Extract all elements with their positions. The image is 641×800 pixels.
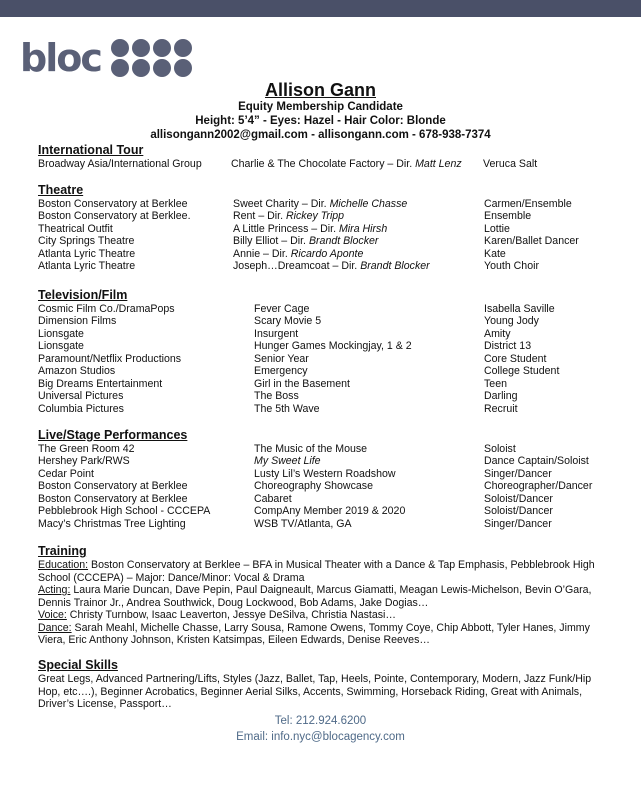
section-title: Special Skills bbox=[38, 658, 118, 672]
table-row: Dimension Films Scary Movie 5 Young Jody bbox=[38, 315, 539, 328]
table-row: Cedar Point Lusty Lil’s Western Roadshow Singer/Dancer bbox=[38, 467, 552, 480]
logo-wordmark: bloc bbox=[20, 36, 101, 80]
special-skills-section bbox=[38, 658, 613, 711]
membership-status: Equity Membership Candidate bbox=[238, 101, 403, 113]
table-row: Boston Conservatory at Berklee Cabaret Soloist/Dancer bbox=[38, 492, 553, 505]
live-stage-section bbox=[38, 428, 613, 530]
table-row: Broadway Asia/International Group Charlie & The Chocolate Factory – Dir. Matt Lenz Veruca Salt bbox=[38, 158, 538, 170]
section-title: International Tour bbox=[38, 143, 144, 157]
table-row: Atlanta Lyric Theatre Joseph…Dreamcoat – Dir. Brandt Blocker Youth Choir bbox=[38, 260, 539, 273]
section-title: Theatre bbox=[38, 183, 84, 197]
tv-film-section bbox=[38, 288, 613, 415]
table-row: Boston Conservatory at Berklee Choreography Showcase Choreographer/Dancer bbox=[38, 480, 593, 493]
table-row: Atlanta Lyric Theatre Annie – Dir. Ricardo Aponte Kate bbox=[38, 247, 506, 260]
training-voice: Voice: Christy Turnbow, Isaac Leaverton, Jessye DeSilva, Christia Nastasi… bbox=[38, 609, 396, 621]
international-tour-section bbox=[38, 143, 613, 170]
section-title: Television/Film bbox=[38, 288, 128, 302]
table-row: Lionsgate Insurgent Amity bbox=[38, 327, 511, 340]
table-row: Theatrical Outfit A Little Princess – Dir. Mira Hirsh Lottie bbox=[38, 222, 510, 235]
section-title: Training bbox=[38, 544, 87, 558]
top-bar bbox=[0, 0, 641, 17]
training-acting: Acting: Laura Marie Duncan, Dave Pepin, Paul Daigneault, Marcus Giamatti, Meagan Lewis-Michelson, Bevin O’Gara, Dennis Trainor Jr., Andrea Southwick, Doug Lockwood, Bob Adams, Jake Dogias… bbox=[38, 584, 592, 609]
table-row: Big Dreams Entertainment Girl in the Basement Teen bbox=[38, 377, 507, 390]
training-section bbox=[38, 544, 613, 647]
logo-dots-icon bbox=[111, 39, 192, 77]
bloc-logo bbox=[20, 38, 192, 78]
table-row: Boston Conservatory at Berklee. Rent – Dir. Rickey Tripp Ensemble bbox=[38, 210, 532, 223]
agency-email: Email: info.nyc@blocagency.com bbox=[236, 731, 405, 743]
table-row: Amazon Studios Emergency College Student bbox=[38, 365, 560, 378]
table-row: Columbia Pictures The 5th Wave Recruit bbox=[38, 402, 518, 415]
table-row: Lionsgate Hunger Games Mockingjay, 1 & 2 District 13 bbox=[38, 340, 532, 353]
table-row: Universal Pictures The Boss Darling bbox=[38, 390, 518, 403]
table-row: Pebblebrook High School - CCCEPA CompAny Member 2019 & 2020 Soloist/Dancer bbox=[38, 505, 553, 518]
table-row: Macy’s Christmas Tree Lighting WSB TV/Atlanta, GA Singer/Dancer bbox=[38, 517, 552, 530]
theatre-section bbox=[38, 183, 613, 273]
table-row: The Green Room 42 The Music of the Mouse Soloist bbox=[38, 443, 516, 455]
training-education: Education: Boston Conservatory at Berklee – BFA in Musical Theater with a Dance & Tap Emphasis, Pebblebrook High School (CCCEPA) – Major: Dance/Minor: Vocal & Drama bbox=[38, 559, 595, 584]
training-dance: Dance: Sarah Meahl, Michelle Chasse, Larry Sousa, Ramone Owens, Tommy Coye, Chip Abbott, Tyler Hanes, Jimmy Viera, Eric Anthony Johnson, Kristen Katsimpas, Eileen Edwards, Denise Reeves… bbox=[38, 621, 590, 646]
contact-line: allisongann2002@gmail.com - allisongann.com - 678-938-7374 bbox=[150, 129, 491, 141]
skills-text: Great Legs, Advanced Partnering/Lifts, Styles (Jazz, Ballet, Tap, Heels, Pointe, Contemporary, Modern, Jazz Funk/Hip Hop, etc….), Beginner Acrobatics, Beginner Aerial Silks, Accents, Swimming, Horseback Riding, Great with Animals, Driver’s License, Passport… bbox=[38, 673, 592, 710]
section-title: Live/Stage Performances bbox=[38, 428, 188, 442]
table-row: Boston Conservatory at Berklee Sweet Charity – Dir. Michelle Chasse Carmen/Ensemble bbox=[38, 198, 572, 210]
table-row: City Springs Theatre Billy Elliot – Dir. Brandt Blocker Karen/Ballet Dancer bbox=[38, 235, 579, 248]
table-row: Paramount/Netflix Productions Senior Year Core Student bbox=[38, 352, 547, 365]
table-row: Cosmic Film Co./DramaPops Fever Cage Isabella Saville bbox=[38, 303, 555, 315]
agency-phone: Tel: 212.924.6200 bbox=[274, 715, 367, 727]
actor-name: Allison Gann bbox=[264, 80, 376, 100]
physical-stats: Height: 5’4” - Eyes: Hazel - Hair Color: Blonde bbox=[195, 115, 446, 127]
table-row: Hershey Park/RWS My Sweet Life Dance Captain/Soloist bbox=[38, 455, 589, 468]
